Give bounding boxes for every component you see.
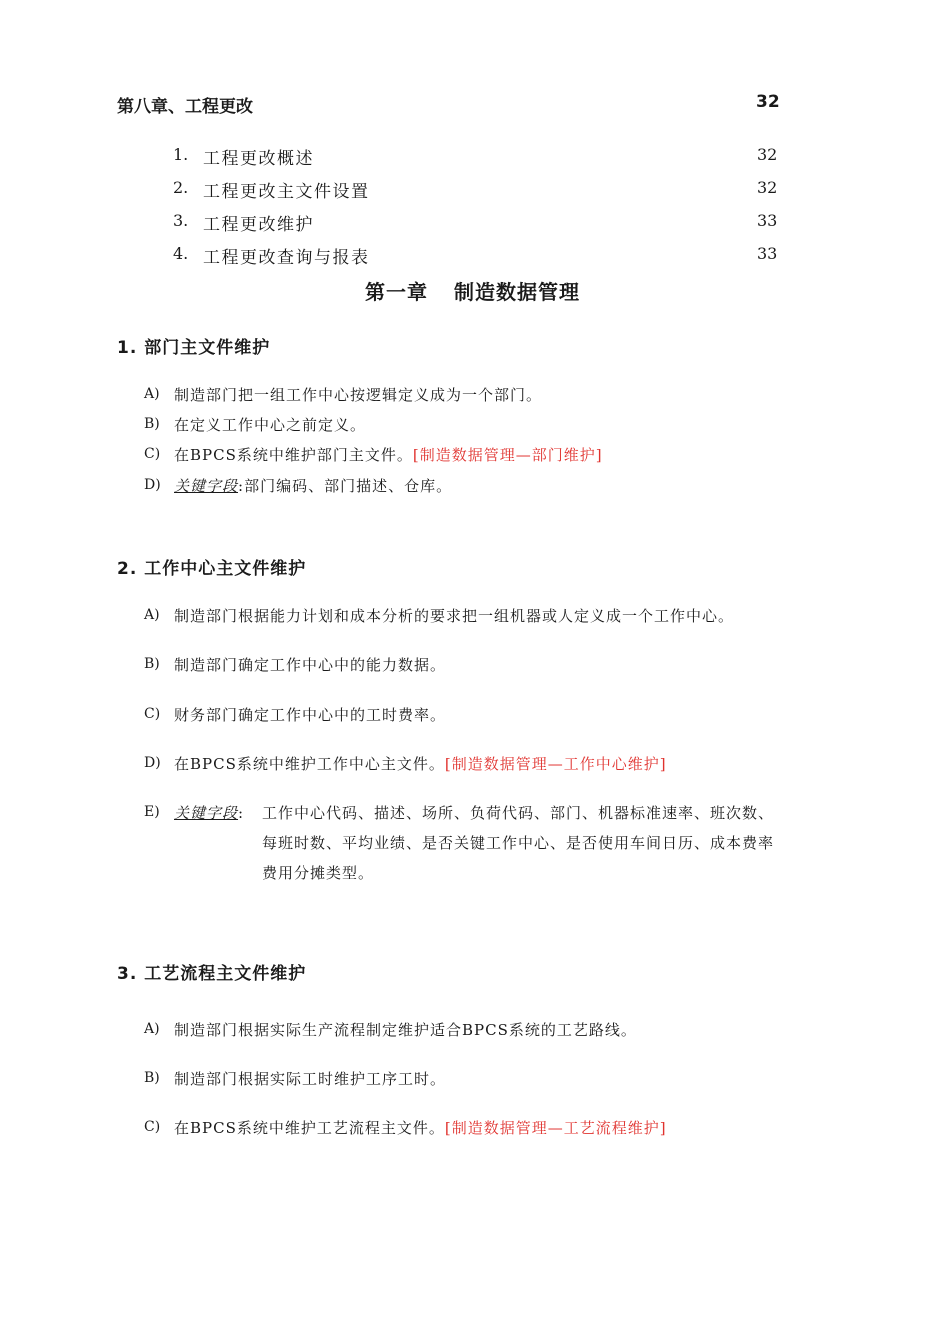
toc-item-num: 3. (173, 211, 189, 230)
item-text: 在BPCS系统中维护部门主文件。 (174, 446, 413, 464)
item-text: 在定义工作中心之前定义。 (174, 416, 367, 434)
toc-item-title: 工程更改查询与报表 (203, 248, 370, 268)
toc-item-num: 1. (173, 145, 189, 164)
toc-item-page: 33 (757, 211, 778, 230)
item-label: B) (144, 1070, 160, 1086)
item-label: B) (144, 656, 160, 672)
key-fields-line: 每班时数、平均业绩、是否关键工作中心、是否使用车间日历、成本费率 (262, 834, 775, 852)
key-fields-label: 关键字段 (174, 804, 239, 822)
item-text: 制造部门根据能力计划和成本分析的要求把一组机器或人定义成一个工作中心。 (174, 607, 735, 625)
toc-chapter-title: 第八章、工程更改 (117, 97, 253, 117)
item-label: C) (144, 1119, 161, 1135)
chapter-name: 制造数据管理 (454, 280, 580, 304)
toc-item-num: 2. (173, 178, 189, 197)
item-text: 制造部门确定工作中心中的能力数据。 (174, 656, 447, 674)
item-line (174, 802, 244, 823)
toc-item-page: 32 (757, 178, 778, 197)
item-text: 制造部门根据实际生产流程制定维护适合BPCS系统的工艺路线。 (174, 1021, 637, 1039)
key-fields-line: 工作中心代码、描述、场所、负荷代码、部门、机器标准速率、班次数、 (262, 804, 775, 822)
toc-item-title: 工程更改主文件设置 (203, 182, 370, 202)
item-label: A) (144, 1021, 160, 1037)
item-text: 制造部门根据实际工时维护工序工时。 (174, 1070, 447, 1088)
toc-item-page: 33 (757, 244, 778, 263)
section-heading: 3. 工艺流程主文件维护 (117, 964, 307, 984)
chapter-number: 第一章 (365, 280, 428, 304)
toc-item-num: 4. (173, 244, 189, 263)
key-fields-label: 关键字段 (174, 477, 239, 495)
toc-chapter-page: 32 (756, 92, 780, 112)
item-line (174, 1117, 667, 1138)
item-label: A) (144, 607, 160, 623)
section-heading: 2. 工作中心主文件维护 (117, 559, 307, 579)
item-text: 在BPCS系统中维护工作中心主文件。 (174, 755, 445, 773)
key-fields-colon: : (238, 477, 245, 495)
item-label: D) (144, 477, 161, 493)
item-text: 制造部门把一组工作中心按逻辑定义成为一个部门。 (174, 386, 543, 404)
chapter-title (365, 276, 580, 305)
toc-item-title: 工程更改维护 (203, 215, 314, 235)
key-fields-line: 费用分摊类型。 (262, 864, 375, 882)
item-text: 在BPCS系统中维护工艺流程主文件。 (174, 1119, 445, 1137)
item-text: 财务部门确定工作中心中的工时费率。 (174, 706, 447, 724)
item-label: A) (144, 386, 160, 402)
item-line (174, 753, 667, 774)
toc-item-title: 工程更改概述 (203, 149, 314, 169)
section-heading: 1. 部门主文件维护 (117, 338, 271, 358)
item-label: E) (144, 804, 160, 820)
key-fields-colon: : (238, 804, 245, 822)
item-line (174, 475, 452, 496)
item-label: D) (144, 755, 161, 771)
item-label: C) (144, 706, 161, 722)
item-text: 部门编码、部门描述、仓库。 (244, 477, 453, 495)
toc-item-page: 32 (757, 145, 778, 164)
menu-path-ref: [制造数据管理—部门维护] (412, 446, 603, 464)
menu-path-ref: [制造数据管理—工作中心维护] (444, 755, 667, 773)
menu-path-ref: [制造数据管理—工艺流程维护] (444, 1119, 667, 1137)
item-label: B) (144, 416, 160, 432)
item-label: C) (144, 446, 161, 462)
item-line (174, 444, 603, 465)
